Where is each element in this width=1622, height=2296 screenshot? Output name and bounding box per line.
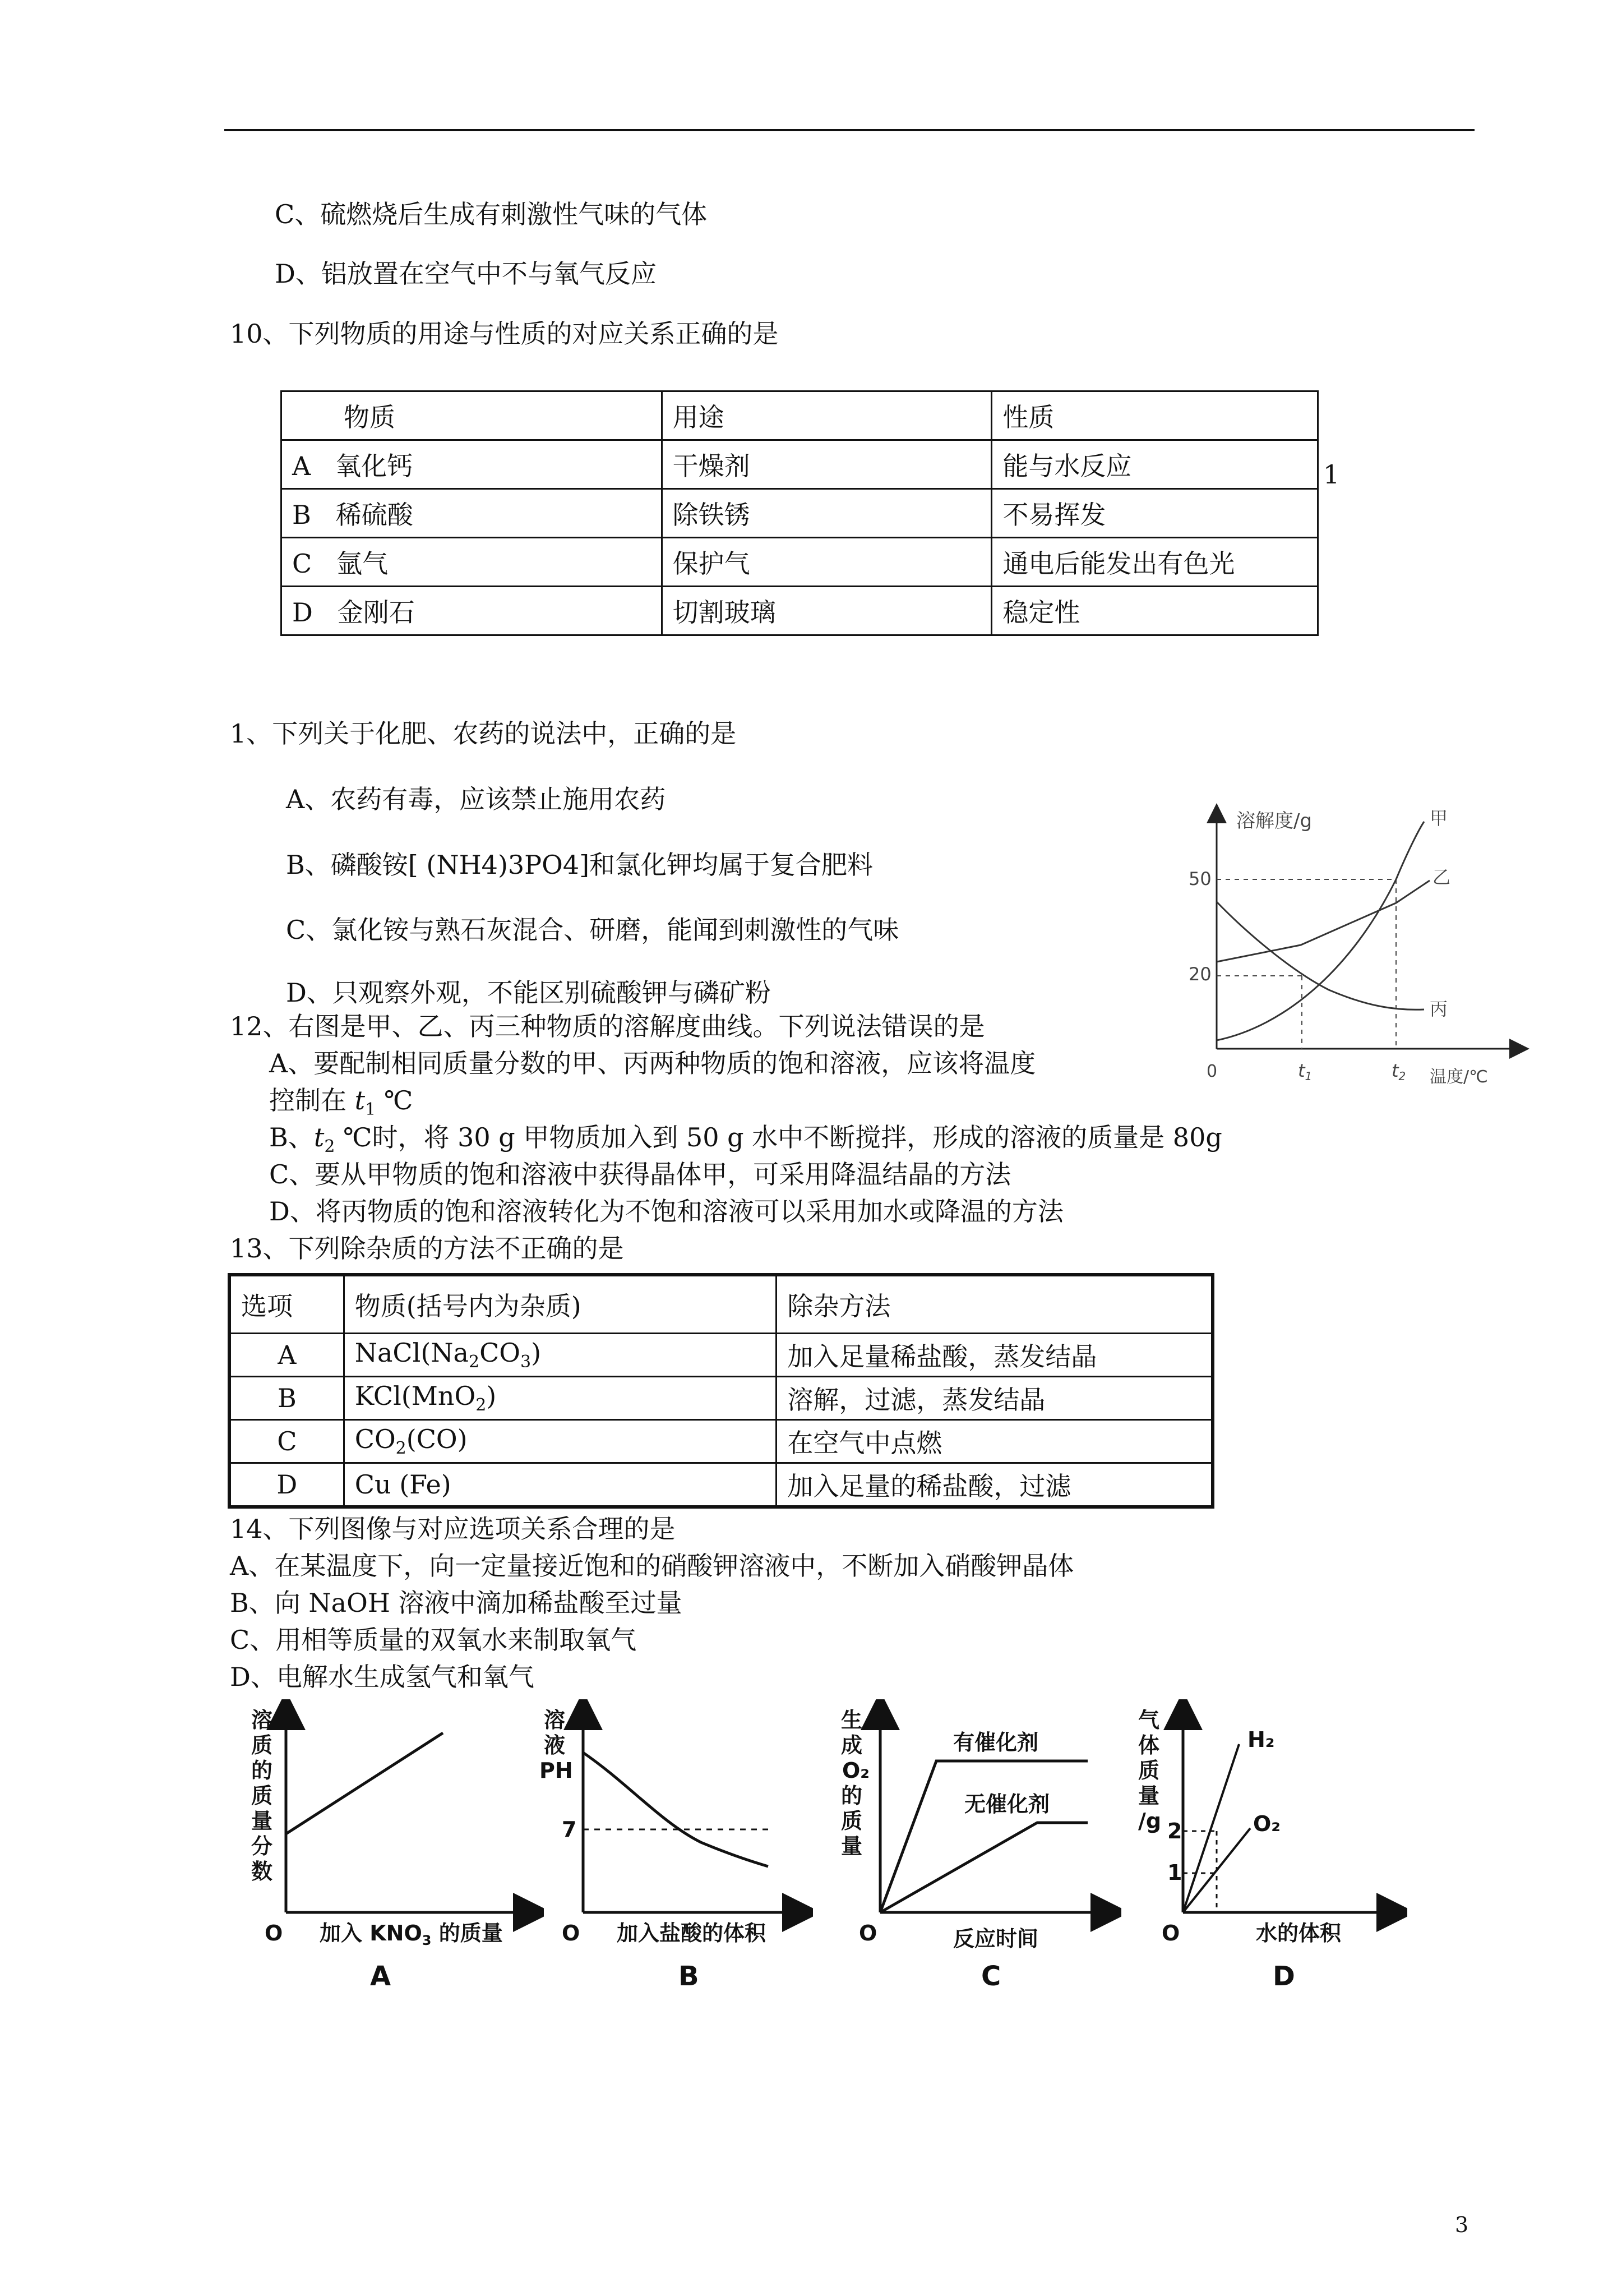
y-label-char: 分 [251, 1834, 273, 1859]
table-header-cell: 物质 [281, 391, 662, 440]
table-row [229, 1463, 1213, 1507]
table-cell [281, 440, 662, 489]
x-tick-label-t2: t2 [1392, 1060, 1406, 1083]
y-tick-label: 2 [1167, 1819, 1182, 1843]
series-h2 [1183, 1744, 1239, 1912]
data-line [286, 1733, 443, 1834]
table-header-cell: 选项 [229, 1275, 344, 1334]
series-label-yi: 乙 [1432, 866, 1451, 888]
graph-d [1127, 1699, 1407, 1997]
q12-option-a-line1: A、要配制相同质量分数的甲、丙两种物质的饱和溶液，应该将温度 [269, 1048, 1036, 1078]
series-label-bing: 丙 [1430, 998, 1448, 1020]
table-row [229, 1377, 1213, 1420]
table-cell: 保护气 [662, 538, 992, 587]
stray-mark: 1 [1323, 459, 1340, 490]
table-header-cell: 用途 [662, 391, 992, 440]
table-cell: 通电后能发出有色光 [992, 538, 1318, 587]
table-cell: C [229, 1420, 344, 1463]
x-tick-label-t1: t1 [1298, 1060, 1313, 1083]
table-row [281, 587, 1318, 635]
graph-a [241, 1699, 544, 1997]
table-row [229, 1420, 1213, 1463]
y-label-char: 质 [1138, 1758, 1160, 1783]
substance-name: 金刚石 [337, 597, 415, 628]
y-label-char: 数 [251, 1859, 273, 1884]
y-label-o2: O₂ [842, 1758, 870, 1783]
y-tick-label: 50 [1189, 868, 1212, 889]
q11-option-c: C、氯化铵与熟石灰混合、研磨，能闻到刺激性的气味 [286, 915, 899, 945]
q11-option-a: A、农药有毒，应该禁止施用农药 [286, 784, 666, 814]
table-row [229, 1334, 1213, 1377]
q14-stem: 14、下列图像与对应选项关系合理的是 [230, 1514, 676, 1544]
table-cell: 切割玻璃 [662, 587, 992, 635]
substance-name: 氩气 [336, 548, 389, 579]
option-letter: C [292, 548, 312, 579]
q13-stem: 13、下列除杂质的方法不正确的是 [230, 1233, 624, 1264]
y-label-char: 质 [841, 1809, 863, 1833]
table-header-cell: 除杂方法 [777, 1275, 1213, 1334]
series-label-no-catalyst: 无催化剂 [964, 1792, 1050, 1816]
table-cell [281, 538, 662, 587]
table-row [281, 440, 1318, 489]
y-axis-label: 溶解度/g [1236, 810, 1313, 832]
option-letter: A [292, 451, 311, 481]
table-cell: 加入足量稀盐酸，蒸发结晶 [777, 1334, 1213, 1377]
q12-option-d: D、将丙物质的饱和溶液转化为不饱和溶液可以采用加水或降温的方法 [269, 1196, 1064, 1227]
origin-label: 0 [1207, 1062, 1218, 1081]
origin-label: O [1162, 1921, 1180, 1945]
option-letter: D [292, 597, 313, 628]
substance-name: 氧化钙 [335, 451, 413, 481]
q10-table [280, 390, 1319, 636]
series-catalyst [880, 1761, 1088, 1912]
table-cell: Cu (Fe) [344, 1463, 777, 1507]
table-cell [281, 587, 662, 635]
table-cell: 在空气中点燃 [777, 1420, 1213, 1463]
table-cell: 能与水反应 [992, 440, 1318, 489]
series-label-catalyst: 有催化剂 [953, 1730, 1039, 1755]
x-axis-label: 温度/℃ [1430, 1067, 1488, 1087]
y-label-char: 溶 [544, 1708, 566, 1732]
q14-option-b: B、向 NaOH 溶液中滴加稀盐酸至过量 [230, 1588, 682, 1618]
curve-yi [1217, 880, 1430, 962]
q9-option-d: D、铝放置在空气中不与氧气反应 [275, 259, 657, 289]
origin-label: O [265, 1921, 283, 1945]
table-cell: 加入足量的稀盐酸，过滤 [777, 1463, 1213, 1507]
origin-label: O [859, 1921, 877, 1945]
y-label-char: 量 [251, 1809, 273, 1833]
data-curve [583, 1753, 768, 1866]
table-cell: D [229, 1463, 344, 1507]
graph-letter: D [1273, 1961, 1295, 1992]
origin-label: O [562, 1921, 580, 1945]
y-label-char: 溶 [251, 1708, 273, 1732]
table-cell: 除铁锈 [662, 489, 992, 538]
q12-option-a-line2: 控制在 $t_1$ ℃ [269, 1085, 413, 1120]
y-label-char: 气 [1138, 1708, 1160, 1732]
graph-letter: B [678, 1961, 699, 1992]
y-label-ph: PH [539, 1758, 573, 1783]
series-label-jia: 甲 [1430, 808, 1448, 829]
y-tick-7: 7 [562, 1817, 577, 1842]
table-row [281, 489, 1318, 538]
substance-name: 稀硫酸 [335, 500, 413, 530]
q12-option-c: C、要从甲物质的饱和溶液中获得晶体甲，可采用降温结晶的方法 [269, 1159, 1011, 1190]
y-label-unit: /g [1138, 1809, 1162, 1833]
page-number: 3 [1455, 2212, 1469, 2237]
y-tick-label: 20 [1189, 963, 1212, 985]
q14-option-a: A、在某温度下，向一定量接近饱和的硝酸钾溶液中，不断加入硝酸钾晶体 [230, 1551, 1074, 1581]
q12-option-b: B、$t_2$ ℃时，将 30 g 甲物质加入到 50 g 水中不断搅拌，形成的溶液的质量是 80g [269, 1122, 1222, 1157]
x-axis-label: 水的体积 [1256, 1921, 1342, 1945]
q14-option-d: D、电解水生成氢气和氧气 [230, 1662, 534, 1692]
q11-option-b: B、磷酸铵[ (NH4)3PO4]和氯化钾均属于复合肥料 [286, 850, 874, 880]
series-no-catalyst [880, 1823, 1088, 1912]
table-cell: B [229, 1377, 344, 1420]
table-cell [281, 489, 662, 538]
y-tick-label: 1 [1167, 1860, 1182, 1885]
table-header-cell: 性质 [992, 391, 1318, 440]
y-label-char: 的 [251, 1758, 273, 1783]
y-label-char: 质 [251, 1733, 273, 1758]
table-cell: 溶解，过滤，蒸发结晶 [777, 1377, 1213, 1420]
header-rule [224, 129, 1475, 131]
table-cell: $CO_2(CO)$ [344, 1420, 777, 1463]
graph-c [830, 1699, 1121, 1997]
table-row [281, 391, 1318, 440]
y-label-char: 成 [841, 1733, 863, 1758]
series-label-o2: O₂ [1253, 1811, 1281, 1836]
table-cell: 不易挥发 [992, 489, 1318, 538]
solubility-chart [1183, 802, 1531, 1094]
table-header-cell: 物质(括号内为杂质) [344, 1275, 777, 1334]
graph-b [533, 1699, 813, 1997]
table-cell: 干燥剂 [662, 440, 992, 489]
q11-option-d: D、只观察外观，不能区别硫酸钾与磷矿粉 [286, 978, 771, 1008]
y-label-char: 量 [1138, 1783, 1160, 1808]
q13-table [228, 1273, 1214, 1509]
table-row [281, 538, 1318, 587]
table-cell: 稳定性 [992, 587, 1318, 635]
table-cell: $NaCl(Na_2CO_3)$ [344, 1334, 777, 1377]
y-label-char: 量 [841, 1834, 863, 1859]
graph-letter: A [370, 1961, 391, 1992]
q12-stem: 12、右图是甲、乙、丙三种物质的溶解度曲线。下列说法错误的是 [230, 1011, 985, 1041]
q11-stem: 1、下列关于化肥、农药的说法中，正确的是 [230, 718, 737, 749]
q10-stem: 10、下列物质的用途与性质的对应关系正确的是 [230, 319, 779, 349]
x-axis-label: 加入 $KNO_3$ 的质量 [320, 1921, 503, 1948]
q9-option-c: C、硫燃烧后生成有刺激性气味的气体 [275, 199, 708, 229]
x-axis-label: 反应时间 [953, 1926, 1039, 1951]
graph-letter: C [981, 1961, 1001, 1992]
y-label-char: 的 [841, 1783, 863, 1808]
y-label-char: 体 [1138, 1733, 1160, 1758]
table-cell: KCl(MnO$_2$) [344, 1377, 777, 1420]
table-cell: A [229, 1334, 344, 1377]
y-label-char: 生 [841, 1708, 863, 1732]
x-axis-label: 加入盐酸的体积 [617, 1921, 766, 1945]
q14-option-c: C、用相等质量的双氧水来制取氧气 [230, 1625, 637, 1655]
y-label-char: 质 [251, 1783, 273, 1808]
table-row [229, 1275, 1213, 1334]
y-label-char: 液 [544, 1733, 566, 1758]
series-label-h2: H₂ [1247, 1727, 1275, 1752]
option-letter: B [292, 500, 311, 530]
